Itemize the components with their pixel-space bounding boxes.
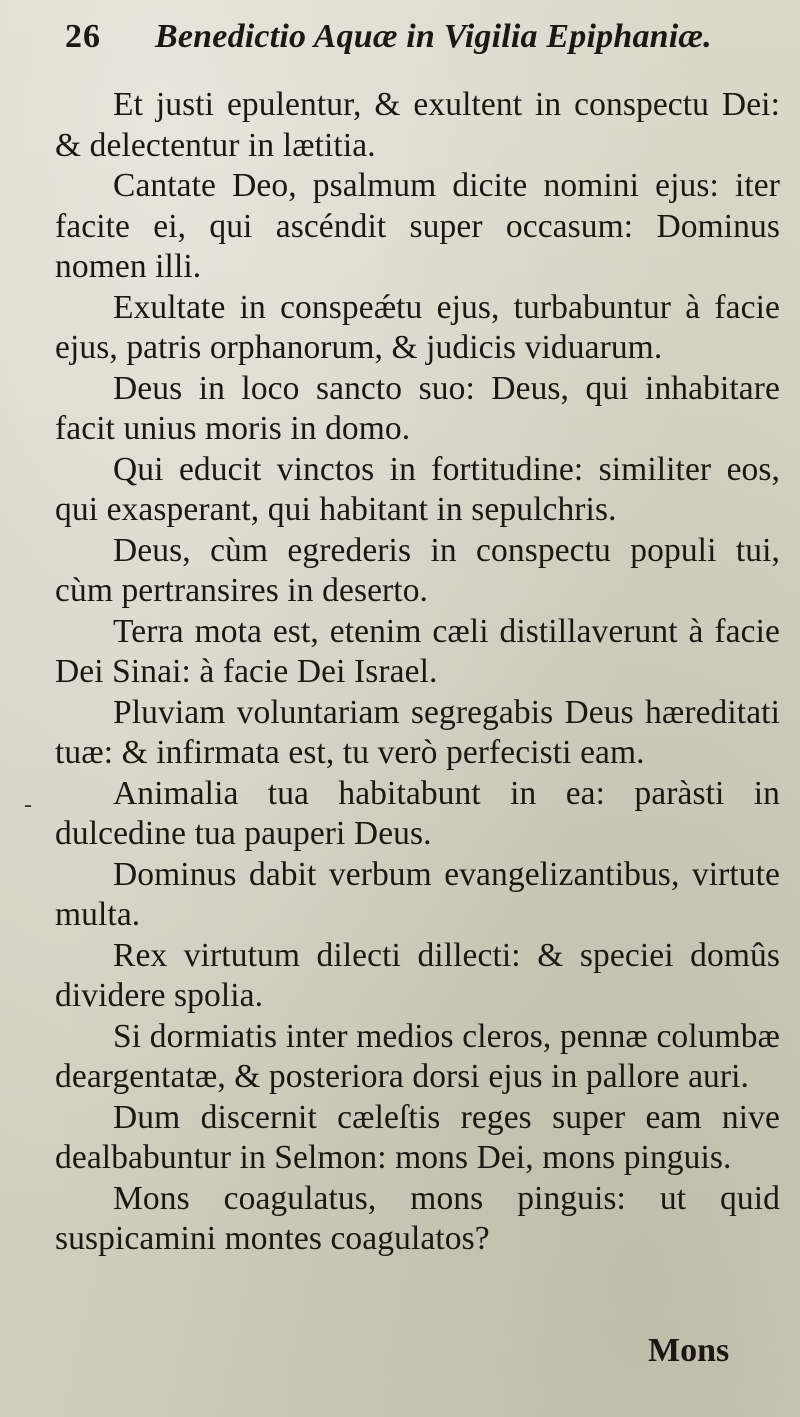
verse: Dum discernit cæleſtis reges super eam nive dealbabuntur in Selmon: mons Dei, mons pinguis. (55, 1098, 780, 1176)
running-head (65, 18, 765, 68)
verse: Deus, cùm egrederis in conspectu populi tui, cùm pertransires in deserto. (55, 531, 780, 609)
verse: Deus in loco sancto suo: Deus, qui inhabitare facit unius moris in domo. (55, 369, 780, 447)
verse: Terra mota est, etenim cæli distillaverunt à facie Dei Sinai: à facie Dei Israel. (55, 612, 780, 690)
verse: Pluviam voluntariam segregabis Deus hæreditati tuæ: & infirmata est, tu verò perfecisti eam. (55, 693, 780, 771)
margin-mark: - (24, 792, 32, 818)
catchword: Mons (648, 1332, 730, 1369)
verse: Dominus dabit verbum evangelizantibus, virtute multa. (55, 855, 780, 933)
verse: Exultate in conspeǽtu ejus, turbabuntur à facie ejus, patris orphanorum, & judicis viduarum. (55, 288, 780, 366)
verse: Cantate Deo, psalmum dicite nomini ejus: iter facite ei, qui ascéndit super occasum: Dominus nomen illi. (55, 167, 780, 285)
page-number: 26 (65, 18, 101, 55)
verse: Animalia tua habitabunt in ea: paràsti in dulcedine tua pauperi Deus. (55, 774, 780, 852)
running-title: Benedictio Aquæ in Vigilia Epiphaniæ. (155, 18, 712, 55)
verse: Mons coagulatus, mons pinguis: ut quid suspicamini montes coagulatos? (55, 1179, 780, 1257)
verse: Si dormiatis inter medios cleros, pennæ columbæ deargentatæ, & posteriora dorsi ejus in pallore auri. (55, 1017, 780, 1095)
verse: Rex virtutum dilecti dillecti: & speciei domûs dividere spolia. (55, 936, 780, 1014)
verse: Et justi epulentur, & exultent in conspectu Dei: & delectentur in lætitia. (55, 86, 780, 164)
verse: Qui educit vinctos in fortitudine: similiter eos, qui exasperant, qui habitant in sepulchris. (55, 450, 780, 528)
psalm-text (55, 85, 780, 1260)
